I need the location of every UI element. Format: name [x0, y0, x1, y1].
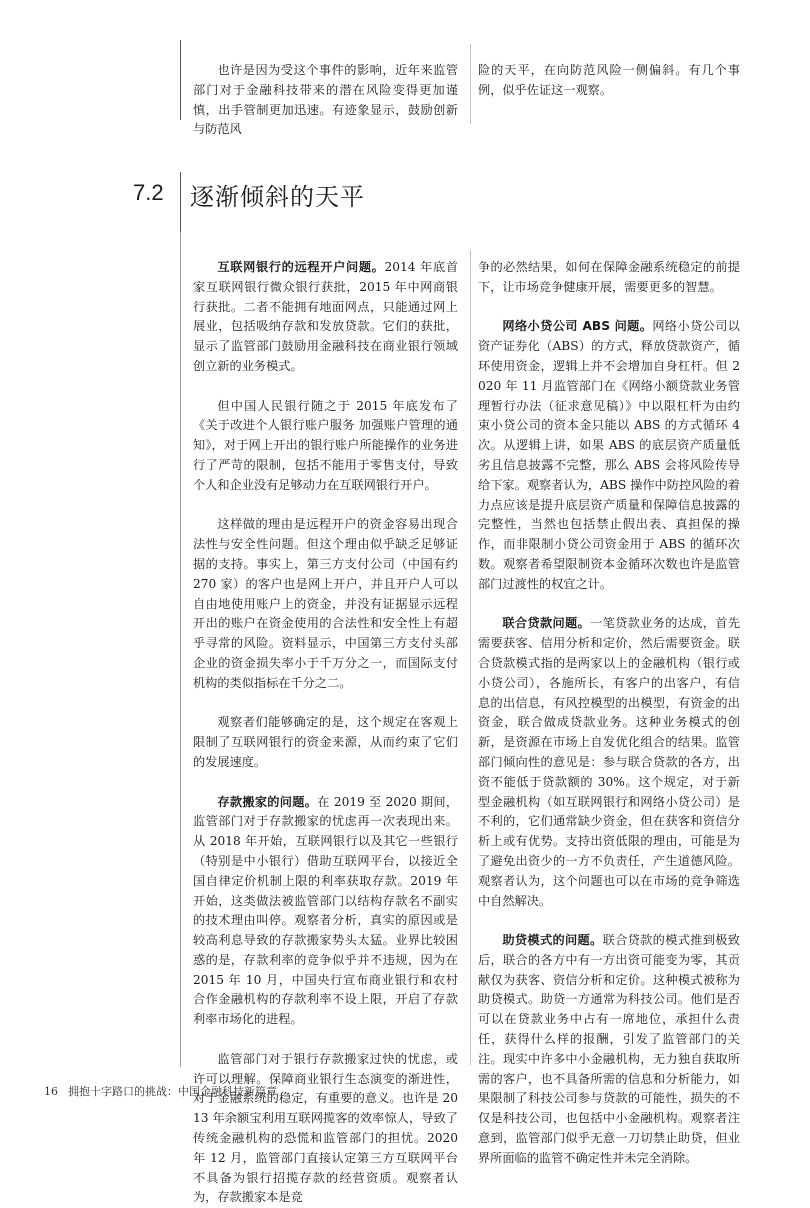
paragraph-joint-loans: 联合贷款问题。一笔贷款业务的达成，首先需要获客、信用分析和定价，然后需要资金。联合贷款模式指的是两家以上的金融机构（银行或小贷公司），各施所长，有客户的出客户，有信息的出信息，有风控模型的出模型，有资金的出资金，联合做成贷款业务。这种业务模式的创新，是资源在市场上自发优化组合的结果。监管部门倾向性的意见是：参与联合贷款的各方，出资不能低于贷款额的 30%。这个规定，对于新型金融机构（如互联网银行和网络小贷公司）是不利的，它们通常缺少资金，但在获客和资信分析上或有优势。支持出资低限的理由，可能是为了避免出资少的一方不负责任，产生道德风险。观察者认为，这个问题也可以在市场的竞争筛选中自然解决。 — [478, 616, 741, 908]
book-title: 拥抱十字路口的挑战：中国金融科技新篇章 — [68, 1085, 277, 1098]
paragraph-heading: 联合贷款问题。 — [502, 616, 591, 631]
section-divider-top — [180, 40, 181, 120]
paragraph-remote-account-reason: 这样做的理由是远程开户的资金容易出现合法性与安全性问题。但这个理由似乎缺乏足够证据的支持。事实上，第三方支付公司（中国有约 270 家）的客户也是网上开户，并且开户人可以自由地使用账户上的资金，并没有证据显示远程开出的账户在资金使用的合法性和安全性上有超乎寻常的风险。资料显示，中国第三方支付头部企业的资金损失率小于千万分之一，而国际支付机构的类似指标在千分之二。 — [193, 517, 458, 690]
paragraph-observers: 观察者们能够确定的是，这个规定在客观上限制了互联网银行的资金来源，从而约束了它们的发展速度。 — [193, 715, 458, 769]
section-divider-bottom — [180, 232, 181, 1067]
intro-left-paragraph: 也许是因为受这个事件的影响，近年来监管部门对于金融科技带来的潜在风险变得更加谨慎，出手管制更加迅速。有迹象显示，鼓励创新与防范风 — [193, 63, 458, 137]
column-divider-top — [470, 44, 471, 124]
section-number: 7.2 — [133, 180, 164, 205]
paragraph-deposit-migration: 存款搬家的问题。在 2019 至 2020 期间，监管部门对于存款搬家的忧虑再一次表现出来。从 2018 年开始，互联网银行以及其它一些银行（特别是中小银行）借助互联网平台，以接近全国自律定价机制上限的利率获取存款。2019 年开始，这类做法被监管部门以结构存款名不副实的技术理由叫停。观察者分析，真实的原因或是较高利息导致的存款搬家势头太猛。业界比较困惑的是，存款利率的竞争似乎并不违规，因为在 2015 年 10 月，中国央行宣布商业银行和农村合作金融机构的存款利率不设上限，开启了存款利率市场化的进程。 — [193, 794, 459, 1027]
paragraph-loan-facilitation: 助贷模式的问题。联合贷款的模式推到极致后，联合的各方中有一方出资可能变为零，其贡献仅为获客、资信分析和定价。这种模式被称为助贷模式。助贷一方通常为科技公司。他们是否可以在贷款业务中占有一席地位，承担什么责任，获得什么样的报酬，引发了监管部门的关注。现实中许多中小金融机构，无力独自获取所需的客户，也不具备所需的信息和分析能力，如果限制了科技公司参与贷款的可能性，损失的不仅是科技公司，也包括中小金融机构。观察者注意到，监管部门似乎无意一刀切禁止助贷，但业界所面临的监管不确定性并未完全消除。 — [478, 933, 740, 1165]
paragraph-remote-account: 互联网银行的远程开户问题。2014 年底首家互联网银行微众银行获批，2015 年中网商银行获批。二者不能拥有地面网点，只能通过网上展业，包括吸纳存款和发放贷款。它们的获批，显示了监管部门鼓励用金融科技在商业银行领域创立新的业务模式。 — [193, 260, 459, 373]
paragraph-heading: 助贷模式的问题。 — [502, 933, 603, 948]
paragraph-regulator-concern: 监管部门对于银行存款搬家过快的忧虑，或许可以理解。保障商业银行生态演变的渐进性，对于金融系统的稳定，有重要的意义。也许是 2013 年余额宝利用互联网揽客的效率惊人，导致了传统金融机构的恐慌和监管部门的担忧。2020 年 12 月，监管部门直接认定第三方互联网平台不具备为银行招揽存款的经营资质。观察者认为，存款搬家本是竞 — [193, 1051, 458, 1205]
section-title: 逐渐倾斜的天平 — [190, 183, 365, 211]
intro-left-column — [193, 61, 458, 140]
left-column — [193, 258, 458, 1208]
column-divider-body — [470, 250, 471, 1065]
paragraph-continuation: 争的必然结果，如何在保障金融系统稳定的前提下，让市场竞争健康开展，需要更多的智慧。 — [478, 260, 740, 294]
paragraph-heading: 网络小贷公司 ABS 问题。 — [502, 319, 653, 334]
intro-right-column — [478, 61, 740, 101]
intro-right-paragraph: 险的天平，在向防范风险一侧偏斜。有几个事例，似乎佐证这一观察。 — [478, 63, 740, 97]
section-divider-middle — [180, 172, 181, 232]
paragraph-heading: 存款搬家的问题。 — [217, 794, 318, 809]
paragraph-heading: 互联网银行的远程开户问题。 — [217, 260, 385, 274]
page-footer — [44, 1083, 287, 1099]
page-number: 16 — [44, 1085, 58, 1098]
paragraph-pboc-notice: 但中国人民银行随之于 2015 年底发布了《关于改进个人银行账户服务 加强账户管理的通知》，对于网上开出的银行账户所能操作的业务进行了严苛的限制，包括不能用于零售支付，导致个人和企业没有足够动力在互联网银行开户。 — [193, 398, 458, 492]
right-column — [478, 258, 740, 1169]
paragraph-abs: 网络小贷公司 ABS 问题。网络小贷公司以资产证券化（ABS）的方式，释放贷款资产，循环使用资金，逻辑上并不会增加自身杠杆。但 2020 年 11 月监管部门在《网络小额贷款业务管理暂行办法（征求意见稿）》中以限杠杆为由约束小贷公司的资本金只能以 ABS 的方式循环 4 次。从逻辑上讲，如果 ABS 的底层资产质量低劣且信息披露不完整，那么 ABS 会将风险传导给下家。观察者认为，ABS 操作中防控风险的着力点应该是提升底层资产质量和保障信息披露的完整性，当然也包括禁止假出表、真担保的操作，而非限制小贷公司资金用于 ABS 的循环次数。观察者希望限制资本金循环次数也许是监管部门过渡性的权宜之计。 — [478, 319, 740, 591]
